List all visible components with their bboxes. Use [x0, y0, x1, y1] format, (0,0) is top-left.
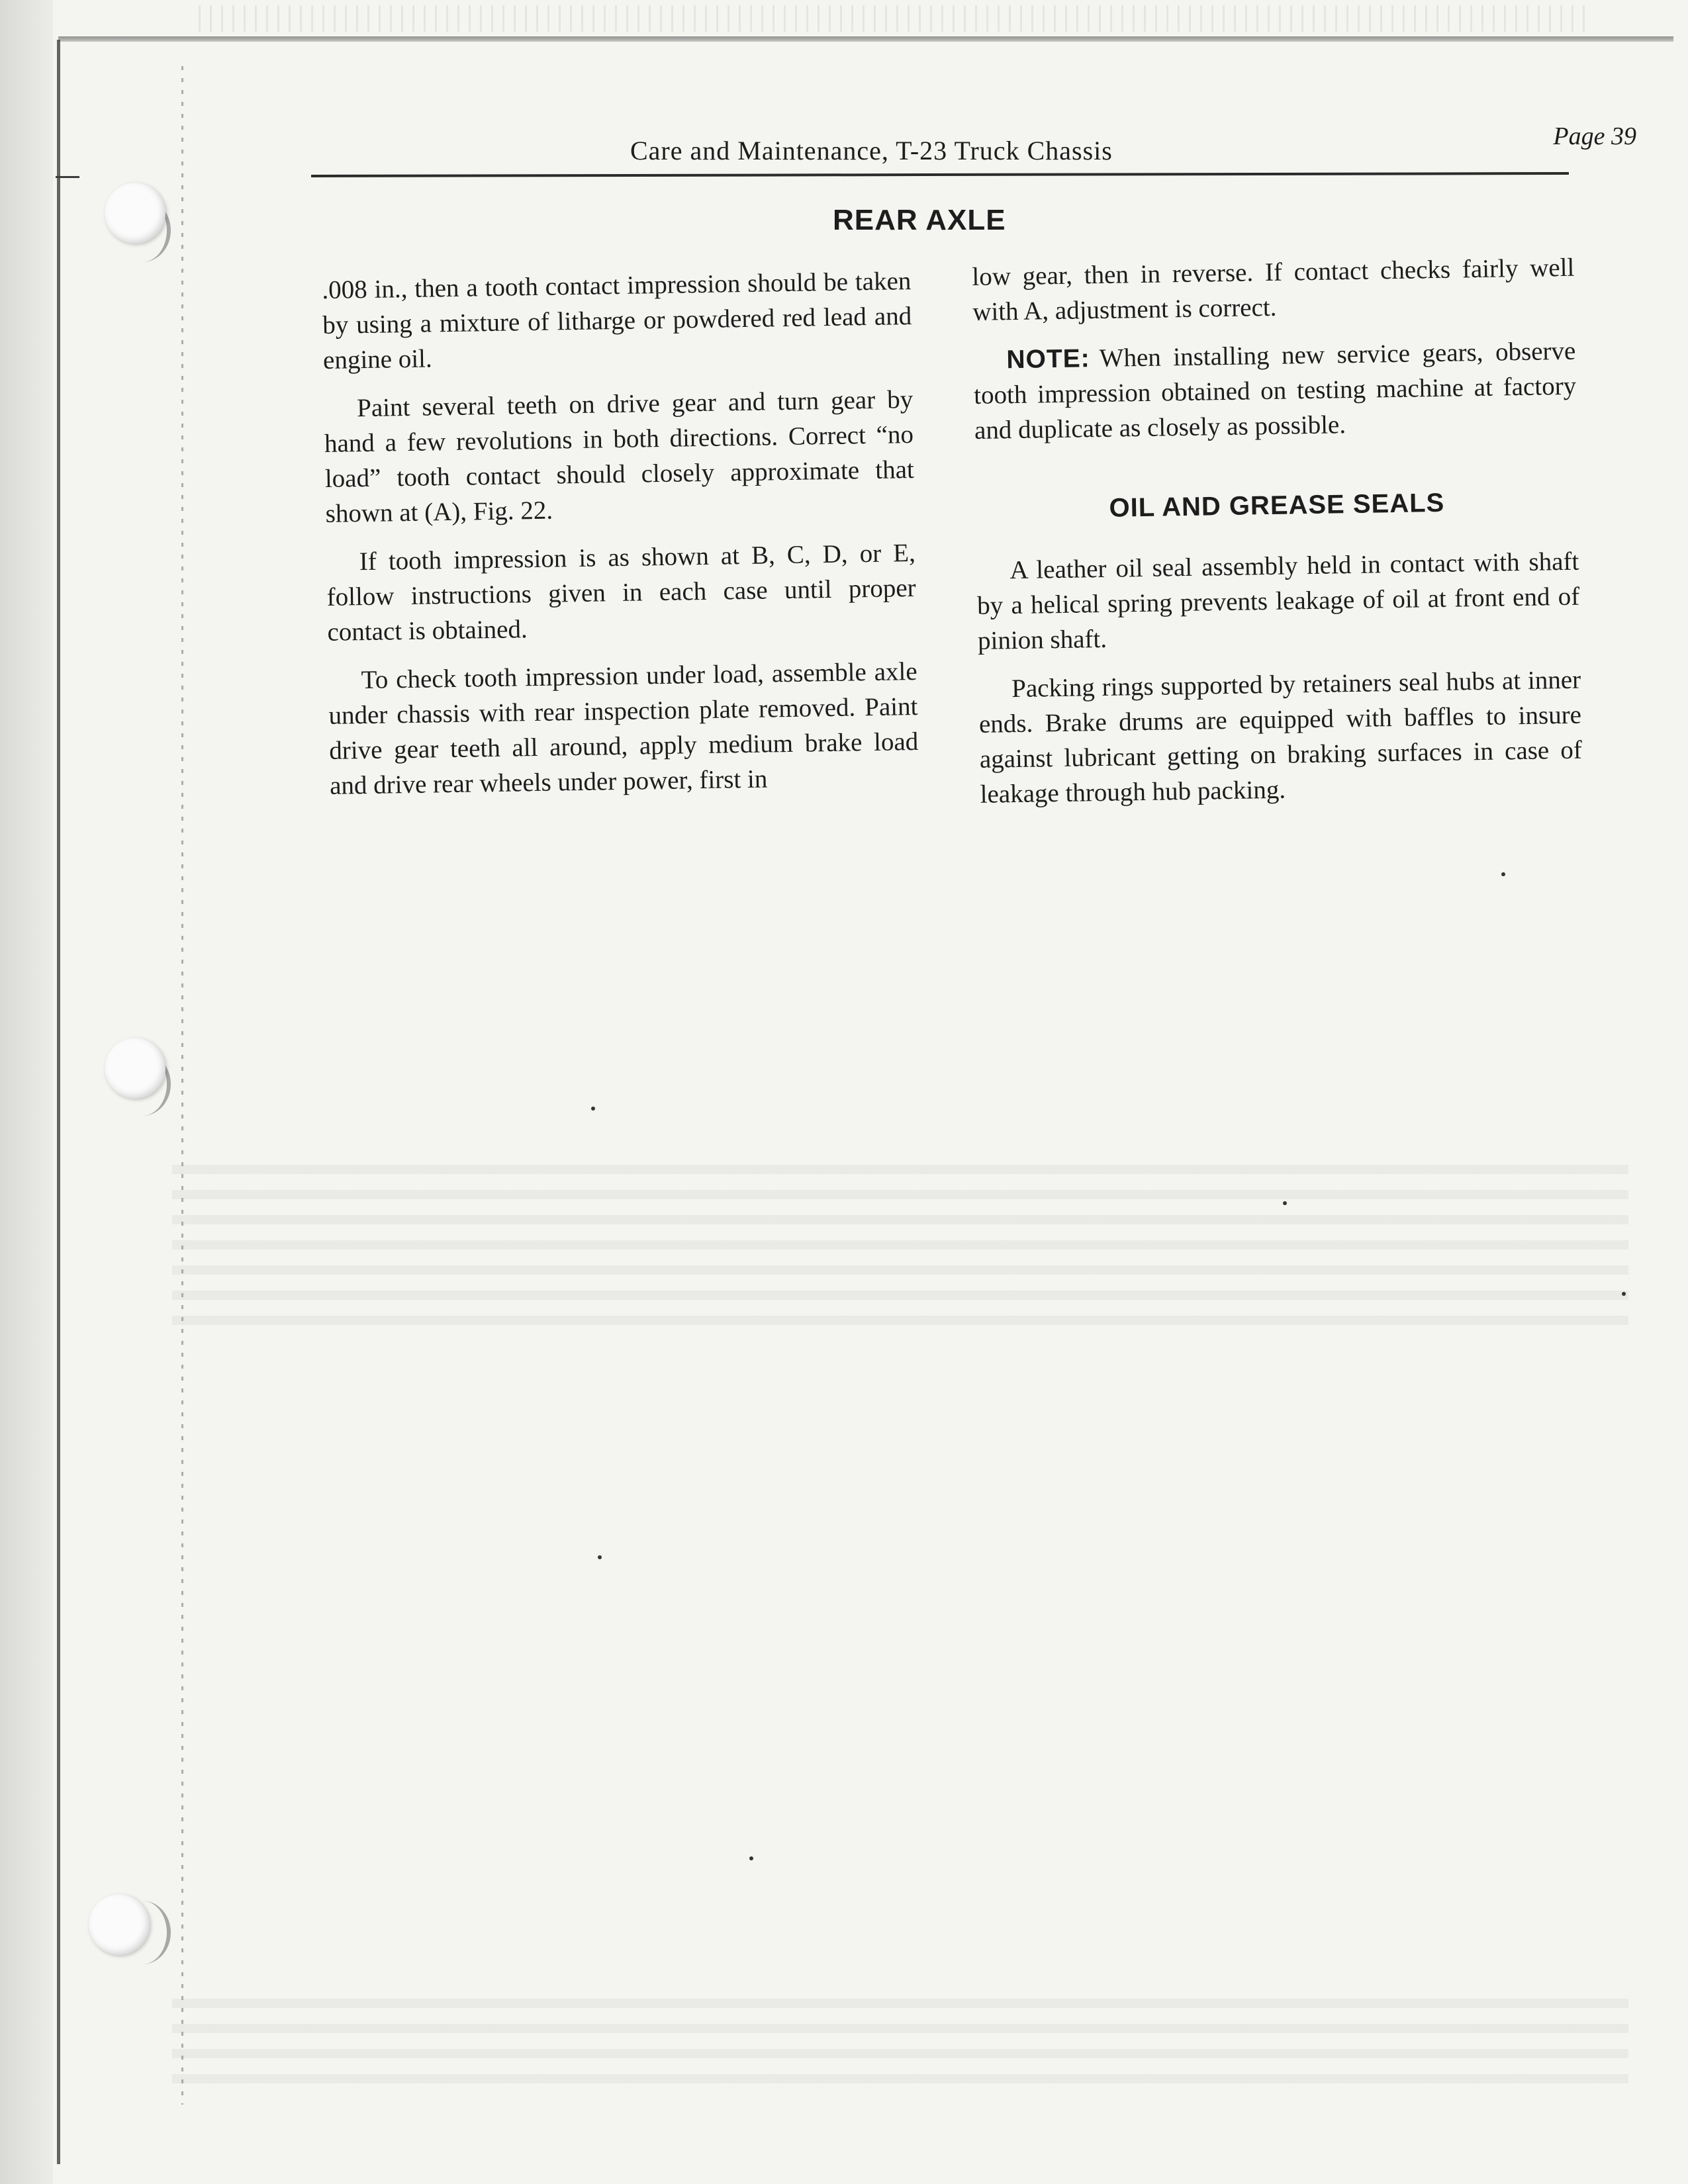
paragraph-packing-rings: Packing rings supported by retainers seal hubs at inner ends. Brake drums are equipped with baffles to insure against lubricant getting on braking surfaces in case of leakage through hub packing. — [978, 665, 1583, 809]
note-text: When installing new service gears, observe tooth impression obtained on testing machine at factory and duplicate as closely as possible. — [973, 336, 1577, 445]
scan-speck — [598, 1555, 602, 1559]
note-label: NOTE: — [1006, 344, 1091, 375]
left-text-column — [322, 263, 919, 817]
paragraph-impression-variants: If tooth impression is as shown at B, C, D, or E, follow instructions given in each case until proper contact is obtained. — [326, 538, 916, 647]
scan-speck — [591, 1107, 595, 1111]
punch-hole-top — [105, 183, 165, 244]
paragraph-under-load: To check tooth impression under load, assemble axle under chassis with rear inspection plate removed. Paint drive gear teeth all around, apply medium brake load and drive rear wheels under power, first in — [328, 657, 919, 800]
bleed-through-band-upper — [172, 1165, 1628, 1337]
note-paragraph — [973, 334, 1577, 448]
running-title: Care and Maintenance, T-23 Truck Chassis — [630, 136, 1113, 165]
page-number: Page 39 — [1553, 122, 1636, 150]
paragraph-tooth-contact: .008 in., then a tooth contact impression should be taken by using a mixture of litharge or powdered red lead and engine oil. — [322, 267, 912, 375]
top-page-edge — [58, 36, 1673, 42]
scan-speck — [1283, 1201, 1287, 1205]
margin-tick-mark — [56, 176, 79, 178]
bleed-through-band-lower — [172, 1999, 1628, 2085]
paragraph-leather-seal: A leather oil seal assembly held in contact with shaft by a helical spring prevents leakage of oil at front end of pinion shaft. — [976, 547, 1580, 655]
paragraph-paint-teeth: Paint several teeth on drive gear and turn gear by hand a few revolutions in both directions. Correct “no load” tooth contact should closely approximate that shown at (A), Fig. 22. — [324, 385, 915, 528]
paragraph-continuation: low gear, then in reverse. If contact checks fairly well with A, adjustment is correct. — [972, 253, 1575, 326]
gutter-shadow — [0, 0, 53, 2184]
right-text-column — [972, 250, 1583, 825]
scan-speck — [749, 1856, 753, 1860]
left-page-edge — [57, 40, 60, 2164]
running-header — [312, 122, 1636, 175]
scan-speck — [1501, 872, 1505, 876]
top-edge-speckle — [199, 5, 1589, 32]
subheading-oil-grease-seals: OIL AND GREASE SEALS — [1109, 488, 1445, 523]
section-title: REAR AXLE — [833, 204, 1006, 236]
scan-speck — [1622, 1292, 1626, 1296]
punch-hole-bottom — [89, 1894, 150, 1955]
binding-margin-line — [181, 66, 183, 2105]
punch-hole-middle — [105, 1038, 165, 1099]
